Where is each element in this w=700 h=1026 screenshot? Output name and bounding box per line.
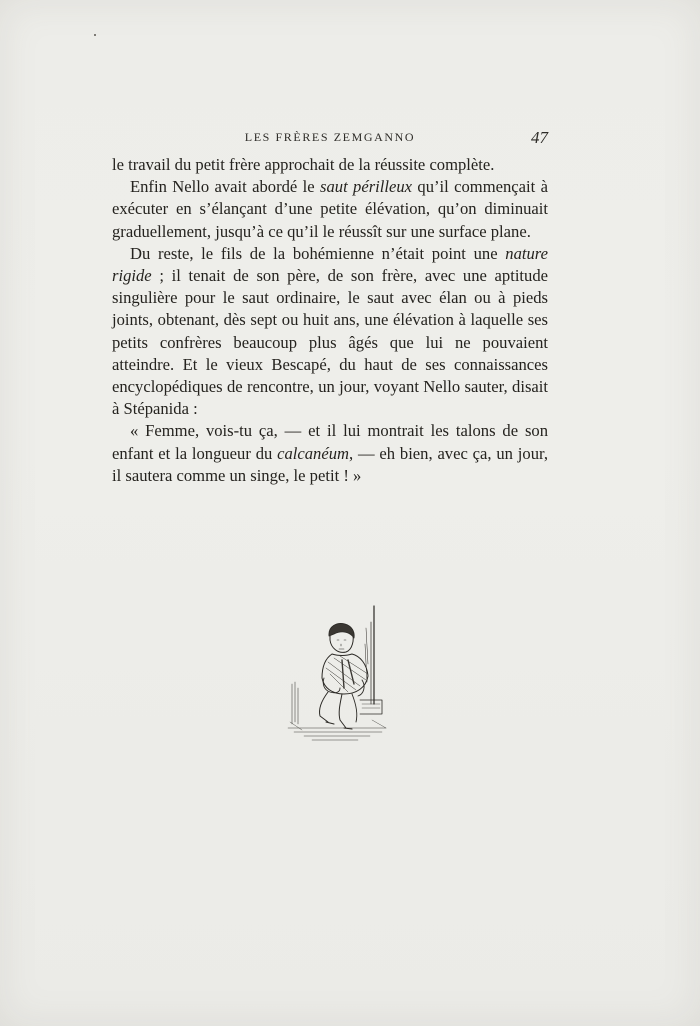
paragraph-4-text-b: , — eh bien, avec ça, un jour, il sautera comme un singe, le petit ! » (112, 443, 548, 485)
paragraph-2-text-a: Enfin Nello avait abordé le (130, 177, 321, 197)
page-header (112, 128, 548, 150)
running-title: LES FRÈRES ZEMGANNO (244, 130, 416, 144)
paragraph-4-italic: calcanéum (277, 443, 350, 463)
paragraph-1: le travail du petit frère approchait de la réussite complète. (112, 155, 495, 174)
paragraph-3-text-a: Du reste, le fils de la bohémienne n’était point une (130, 243, 506, 263)
body-text (112, 154, 548, 487)
illustration-svg (282, 604, 392, 744)
paper-speck (94, 34, 96, 36)
paragraph-3 (112, 243, 548, 421)
paragraph-2-text-b: qu’il commençait à exécuter en s’élançant d’une petite élévation, qu’on diminuait graduellement, jusqu’à ce qu’il le réussît sur une surface plane. (112, 177, 548, 241)
page-number: 47 (531, 128, 548, 147)
paragraph-2-italic: saut périlleux (320, 177, 413, 197)
paragraph-3-italic: nature rigide (112, 243, 548, 286)
paragraph-3-text-b: ; il tenait de son père, de son frère, avec une aptitude singulière pour le saut ordinaire, le saut avec élan ou à pieds joints, obtenant, dès sept ou huit ans, une élévation à laquelle ses petits confrères beaucoup plus âgés que lui ne pouvaient atteindre. Et le vieux Bescapé, du haut de ses connaissances encyclopédiques de rencontre, un jour, voyant Nello sauter, disait à Stépanida : (112, 266, 548, 419)
paragraph-4 (112, 420, 548, 487)
paragraph-4-text-a: « Femme, vois-tu ça, — et il lui montrait les talons de son enfant et la longueur du (112, 421, 548, 463)
paragraph-2 (112, 176, 548, 243)
seated-child-sketch-icon (282, 604, 392, 744)
